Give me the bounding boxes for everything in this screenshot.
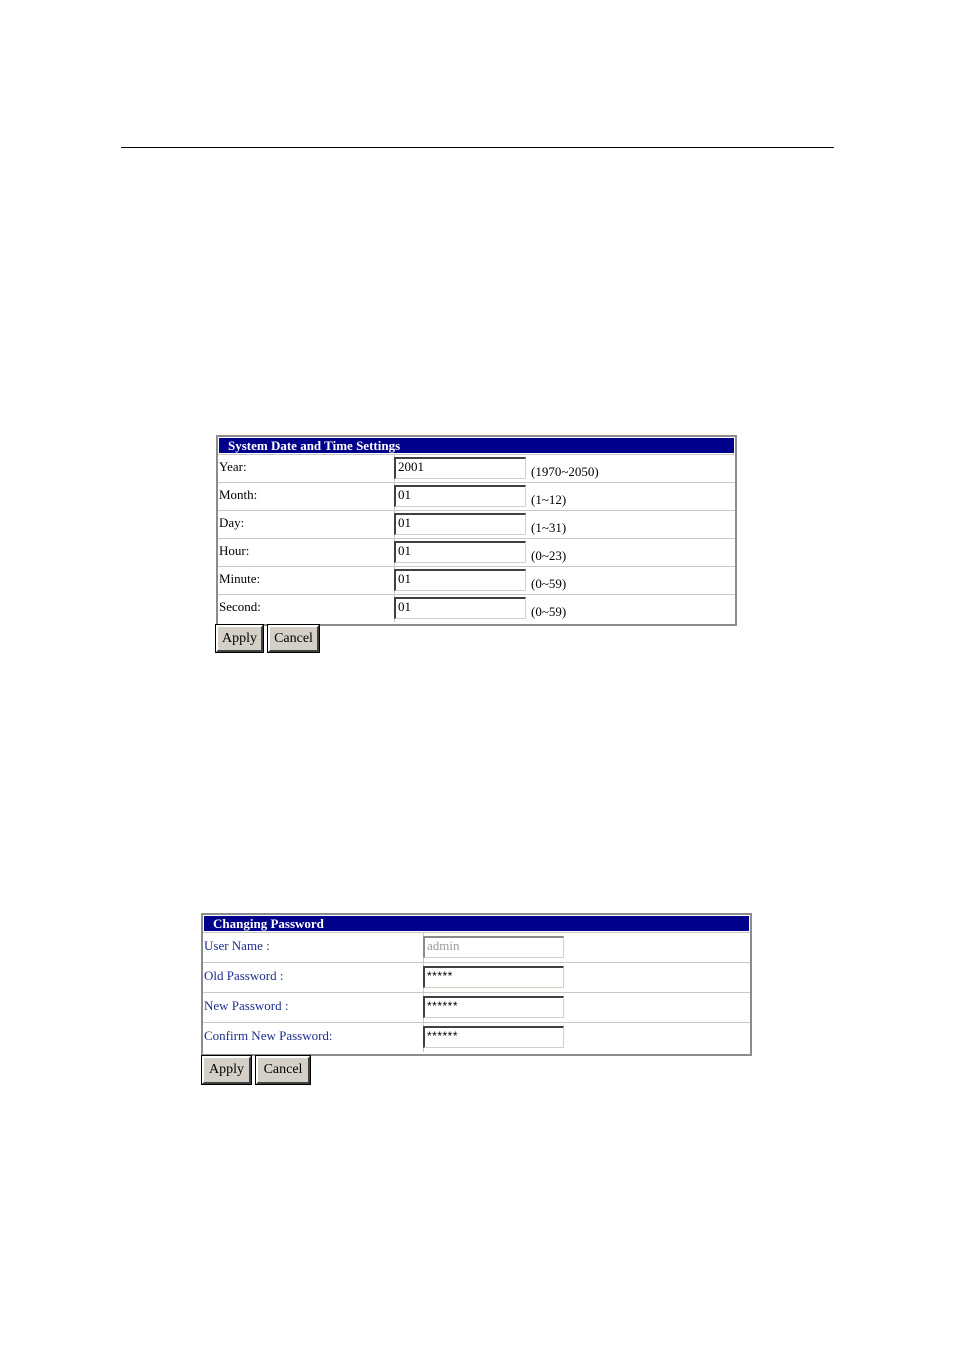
month-range: (1~12) [531,492,567,507]
old-password-input[interactable]: ***** [423,966,564,988]
user-name-row [203,932,750,962]
day-label: Day: [219,515,245,530]
minute-input[interactable]: 01 [394,569,526,591]
user-name-input: admin [423,936,564,958]
datetime-settings-panel [216,435,737,626]
old-password-label: Old Password : [204,968,284,983]
second-range: (0~59) [531,604,567,619]
page-header-rule [121,147,834,148]
datetime-apply-button[interactable]: Apply [216,625,263,652]
new-password-row [203,992,750,1022]
year-label: Year: [219,459,247,474]
confirm-password-label: Confirm New Password: [204,1028,333,1043]
password-apply-button[interactable]: Apply [202,1056,251,1084]
second-label: Second: [219,599,261,614]
minute-row [218,566,735,594]
password-cancel-button[interactable]: Cancel [256,1056,310,1084]
new-password-input[interactable]: ****** [423,996,564,1018]
datetime-cancel-button[interactable]: Cancel [268,625,319,652]
year-row [218,454,735,482]
second-row [218,594,735,622]
datetime-settings-title: System Date and Time Settings [219,438,734,453]
hour-range: (0~23) [531,548,567,563]
minute-label: Minute: [219,571,261,586]
change-password-title: Changing Password [204,916,749,931]
new-password-label: New Password : [204,998,289,1013]
confirm-password-row [203,1022,750,1052]
confirm-password-input[interactable]: ****** [423,1026,564,1048]
year-input[interactable]: 2001 [394,457,526,479]
user-name-label: User Name : [204,938,270,953]
month-input[interactable]: 01 [394,485,526,507]
month-label: Month: [219,487,258,502]
month-row [218,482,735,510]
year-range: (1970~2050) [531,464,599,479]
second-input[interactable]: 01 [394,597,526,619]
old-password-row [203,962,750,992]
minute-range: (0~59) [531,576,567,591]
day-input[interactable]: 01 [394,513,526,535]
day-row [218,510,735,538]
day-range: (1~31) [531,520,567,535]
change-password-panel [201,913,752,1056]
hour-row [218,538,735,566]
hour-input[interactable]: 01 [394,541,526,563]
hour-label: Hour: [219,543,250,558]
